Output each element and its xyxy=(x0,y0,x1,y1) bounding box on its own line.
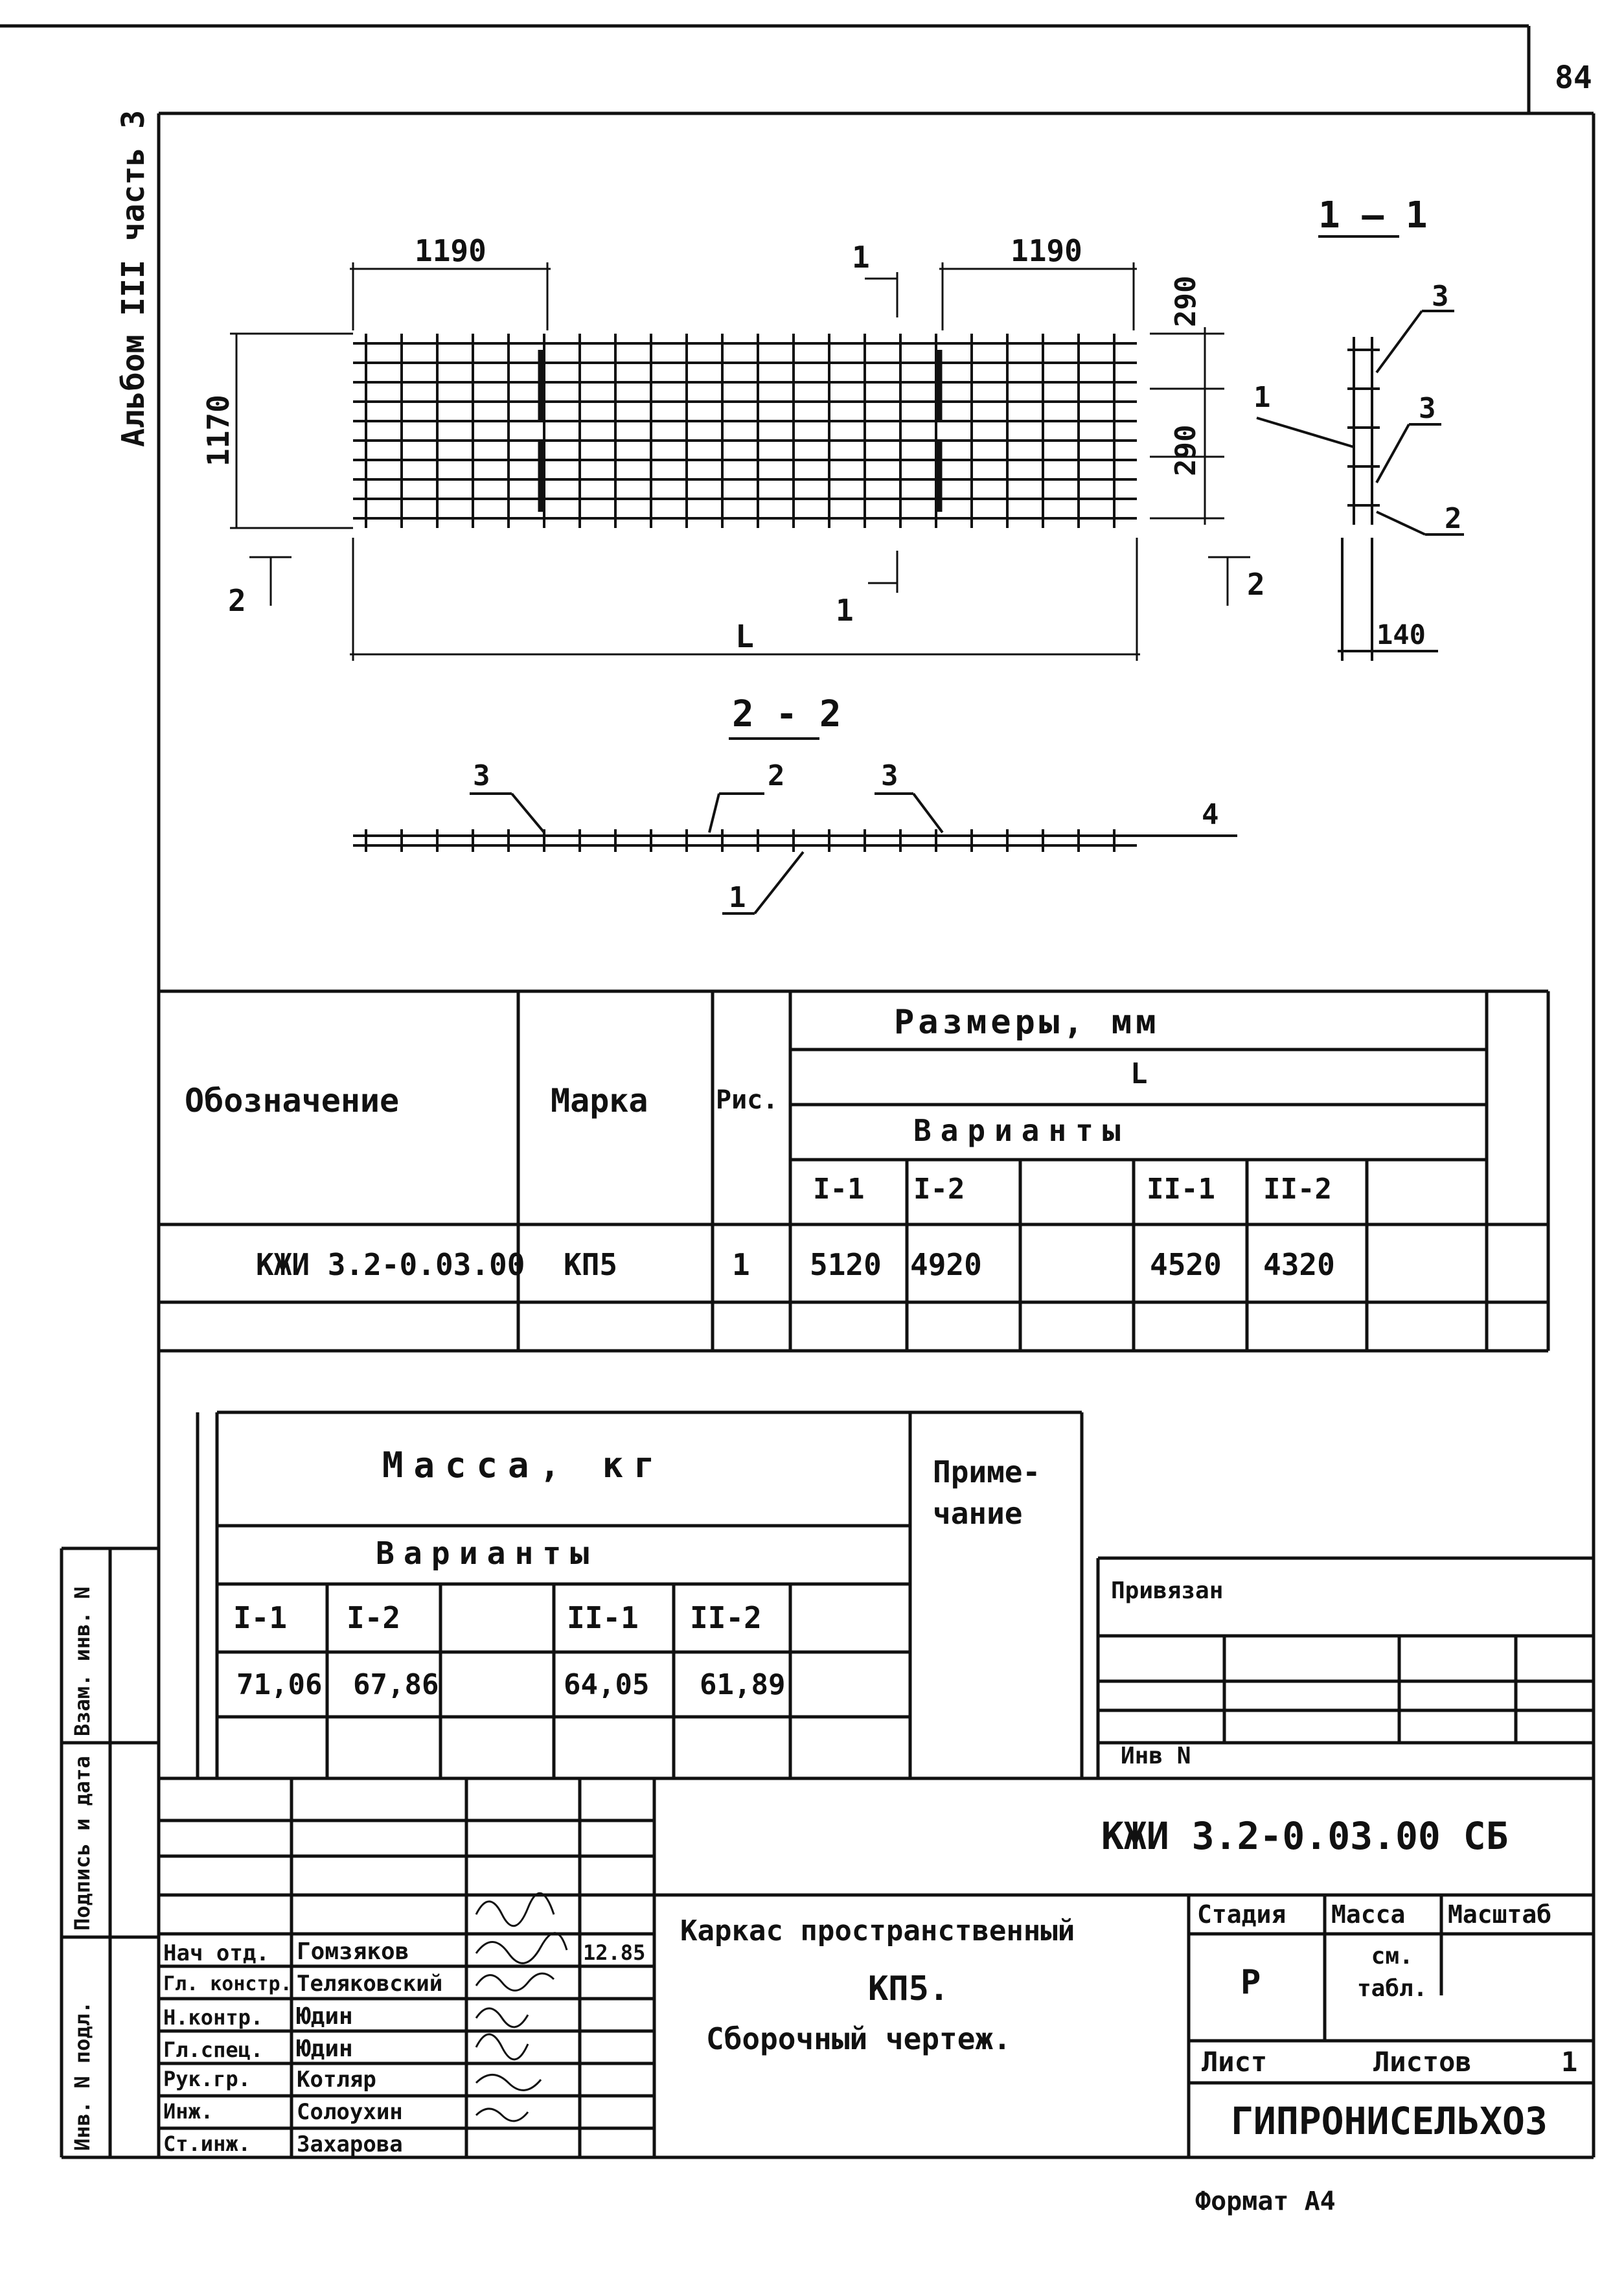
dim-top-right: 1190 xyxy=(1011,233,1082,268)
mass-variants: Варианты xyxy=(376,1535,599,1572)
doc-code: КЖИ 3.2-0.03.00 СБ xyxy=(1101,1814,1509,1858)
section-1-title: 1 – 1 xyxy=(1318,194,1428,236)
col-oboznachenie: Обозначение xyxy=(185,1082,400,1120)
sheet-label: Лист xyxy=(1202,2046,1268,2078)
section-2-callout-1: 1 xyxy=(729,881,746,914)
mass-variant-II-1: II-1 xyxy=(567,1600,639,1635)
variant-II-1: II-1 xyxy=(1147,1173,1215,1206)
section-2-callout-2: 2 xyxy=(768,759,785,792)
dim-top-left: 1190 xyxy=(415,233,486,268)
podpis-data-label: Подпись и дата xyxy=(70,1756,95,1931)
sheets-label: Листов xyxy=(1373,2046,1472,2078)
signer-role-6: Инж. xyxy=(163,2099,214,2124)
cut-1-top: 1 xyxy=(852,240,870,275)
mass-variant-I-2: I-2 xyxy=(347,1600,401,1635)
section-2-callout-3b: 3 xyxy=(881,759,898,792)
header-variants: Варианты xyxy=(913,1113,1130,1148)
row-value-II-2: 4320 xyxy=(1263,1247,1335,1282)
row-ris: 1 xyxy=(732,1247,750,1282)
section-1-callout-3a: 3 xyxy=(1432,280,1449,313)
mass-variant-II-2: II-2 xyxy=(690,1600,762,1635)
row-value-I-2: 4920 xyxy=(910,1247,982,1282)
cut-1-bottom: 1 xyxy=(836,593,854,628)
vzam-inv-label: Взам. инв. N xyxy=(70,1586,95,1736)
col-marka: Марка xyxy=(551,1082,648,1120)
mass-value-II-1: 64,05 xyxy=(564,1668,650,1701)
row-value-II-1: 4520 xyxy=(1150,1247,1222,1282)
mass-value-II-2: 61,89 xyxy=(700,1668,786,1701)
section-2-title: 2 - 2 xyxy=(732,693,841,735)
stage-value: Р xyxy=(1241,1963,1261,2002)
section-1-callout-3b: 3 xyxy=(1419,392,1436,425)
mass-value: см. табл. xyxy=(1357,1943,1428,2003)
col-ris: Рис. xyxy=(716,1085,779,1115)
section-1-width: 140 xyxy=(1377,619,1426,650)
variant-I-2: I-2 xyxy=(913,1173,965,1206)
signer-role-5: Рук.гр. xyxy=(163,2067,251,2091)
signer-role-2: Гл. констр. xyxy=(163,1973,292,1995)
row-oboznachenie: КЖИ 3.2-0.03.00 xyxy=(256,1247,525,1282)
signer-name-5: Котляр xyxy=(297,2067,376,2093)
signer-name-1: Гомзяков xyxy=(297,1938,409,1965)
inv-podl-label: Инв. N подл. xyxy=(70,2001,95,2151)
signer-name-6: Солоухин xyxy=(297,2099,403,2125)
signer-name-3: Юдин xyxy=(297,2003,353,2030)
mass-note-header: Приме- чание xyxy=(933,1454,1041,1532)
variant-I-1: I-1 xyxy=(813,1173,865,1206)
section-2-callout-3a: 3 xyxy=(473,759,490,792)
section-2-callout-4: 4 xyxy=(1202,798,1219,831)
signer-name-7: Захарова xyxy=(297,2131,403,2157)
signer-role-1: Нач отд. xyxy=(163,1940,269,1966)
organization: ГИПРОНИСЕЛЬХОЗ xyxy=(1231,2099,1548,2143)
signer-name-2: Теляковский xyxy=(297,1971,443,1997)
inv-label: Инв N xyxy=(1121,1743,1191,1769)
title-line-2: КП5. xyxy=(868,1969,950,2008)
mass-value-I-2: 67,86 xyxy=(353,1668,439,1701)
title-line-3: Сборочный чертеж. xyxy=(706,2021,1011,2056)
privyazan-label: Привязан xyxy=(1111,1578,1224,1604)
signer-date-1: 12.85 xyxy=(583,1940,646,1965)
variant-II-2: II-2 xyxy=(1263,1173,1332,1206)
stage-label: Стадия xyxy=(1197,1900,1287,1929)
header-L: L xyxy=(1130,1057,1148,1090)
section-1-callout-2: 2 xyxy=(1445,502,1462,535)
signer-role-4: Гл.спец. xyxy=(163,2038,264,2062)
dim-length: L xyxy=(735,619,754,655)
section-1-callout-1: 1 xyxy=(1253,381,1271,414)
mass-label: Масса xyxy=(1331,1900,1406,1929)
scale-label: Масштаб xyxy=(1448,1900,1552,1929)
title-line-1: Каркас пространственный xyxy=(680,1914,1075,1947)
dim-height: 1170 xyxy=(201,395,236,466)
cut-2-left: 2 xyxy=(228,583,246,618)
header-sizes: Размеры, мм xyxy=(894,1003,1160,1042)
page-number: 84 xyxy=(1555,60,1592,96)
row-value-I-1: 5120 xyxy=(810,1247,882,1282)
signer-role-3: Н.контр. xyxy=(163,2005,264,2030)
mass-value-I-1: 71,06 xyxy=(236,1668,323,1701)
dim-right-upper: 290 xyxy=(1169,275,1202,327)
format-label: Формат А4 xyxy=(1195,2187,1336,2216)
row-marka: КП5 xyxy=(564,1247,618,1282)
album-label: Альбом III часть 3 xyxy=(115,109,152,447)
sheets-value: 1 xyxy=(1561,2046,1578,2078)
dim-right-lower: 290 xyxy=(1169,424,1202,476)
cut-2-right: 2 xyxy=(1247,567,1265,602)
mass-header: Масса, кг xyxy=(382,1445,665,1486)
signer-name-4: Юдин xyxy=(297,2036,353,2062)
mass-variant-I-1: I-1 xyxy=(233,1600,288,1635)
signer-role-7: Ст.инж. xyxy=(163,2131,251,2156)
